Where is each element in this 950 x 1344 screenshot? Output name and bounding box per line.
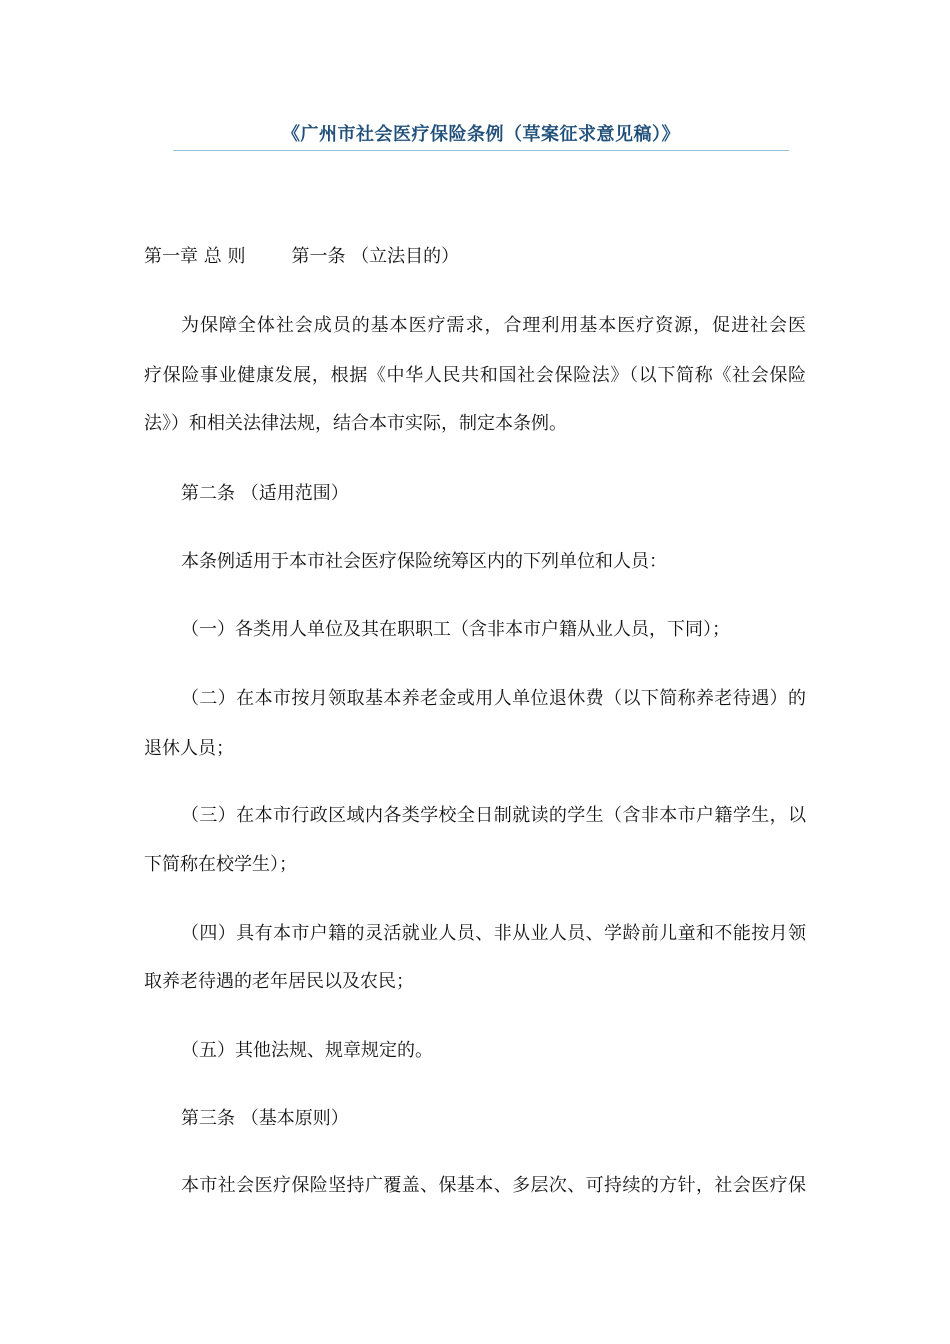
article2-item-3-line-1: （三）在本市行政区域内各类学校全日制就读的学生（含非本市户籍学生，以 xyxy=(181,805,806,826)
article2-item-2-line-2: 退休人员； xyxy=(144,738,234,759)
article2-item-4-line-2: 取养老待遇的老年居民以及农民； xyxy=(144,971,414,992)
article2-intro: 本条例适用于本市社会医疗保险统筹区内的下列单位和人员： xyxy=(181,551,667,572)
article2-item-5: （五）其他法规、规章规定的。 xyxy=(181,1040,433,1061)
article2-heading: 第二条 （适用范围） xyxy=(181,483,349,504)
title-underline xyxy=(173,150,789,151)
article2-item-2-line-1: （二）在本市按月领取基本养老金或用人单位退休费（以下简称养老待遇）的 xyxy=(181,688,806,709)
article2-item-1: （一）各类用人单位及其在职职工（含非本市户籍从业人员，下同）； xyxy=(181,619,730,640)
chapter-article1-line xyxy=(144,245,459,269)
article3-paragraph-line-1: 本市社会医疗保险坚持广覆盖、保基本、多层次、可持续的方针，社会医疗保 xyxy=(181,1175,806,1196)
article1-paragraph-line-3: 法》）和相关法律法规，结合本市实际，制定本条例。 xyxy=(144,413,567,434)
article1-paragraph-line-2: 疗保险事业健康发展，根据《中华人民共和国社会保险法》（以下简称《社会保险 xyxy=(144,365,806,386)
article1-paragraph-line-1: 为保障全体社会成员的基本医疗需求，合理利用基本医疗资源，促进社会医 xyxy=(181,315,806,336)
article3-heading: 第三条 （基本原则） xyxy=(181,1108,349,1129)
document-title: 《广州市社会医疗保险条例（草案征求意见稿）》 xyxy=(282,124,680,145)
chapter-heading: 第一章 总 则 xyxy=(144,246,246,267)
article1-heading: 第一条 （立法目的） xyxy=(291,246,460,267)
article2-item-4-line-1: （四）具有本市户籍的灵活就业人员、非从业人员、学龄前儿童和不能按月领 xyxy=(181,923,806,944)
article2-item-3-line-2: 下简称在校学生）； xyxy=(144,854,297,875)
